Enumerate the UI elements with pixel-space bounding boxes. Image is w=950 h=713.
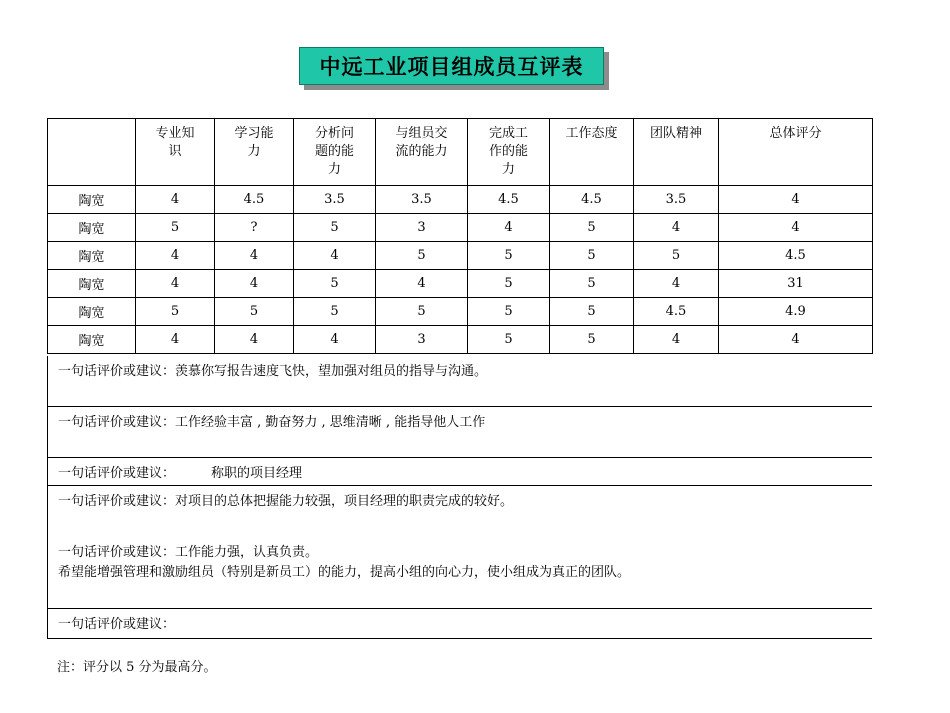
comment-block (48, 486, 872, 537)
comment-block (48, 609, 872, 638)
score-cell: 4 (634, 214, 719, 242)
total-score-cell: 4 (719, 214, 873, 242)
comment-block (48, 407, 872, 458)
member-name: 陶宽 (48, 298, 136, 326)
comment-label: 一句话评价或建议： (58, 364, 176, 379)
score-cell: ? (215, 214, 294, 242)
score-cell: 4 (136, 186, 215, 214)
score-table (47, 118, 873, 354)
score-cell: 5 (550, 270, 634, 298)
member-name: 陶宽 (48, 326, 136, 354)
header-cell (215, 119, 294, 186)
table-row (48, 326, 873, 354)
header-cell (719, 119, 873, 186)
comments-section (47, 356, 872, 639)
header-cell (294, 119, 376, 186)
score-cell: 5 (550, 298, 634, 326)
comment-label: 一句话评价或建议： (58, 545, 176, 560)
header-text: 专业知 识 (155, 126, 195, 159)
header-text: 团队精神 (649, 126, 702, 141)
header-cell (634, 119, 719, 186)
comment-label: 一句话评价或建议： (58, 617, 176, 632)
score-cell: 5 (376, 298, 468, 326)
score-cell: 4 (376, 270, 468, 298)
member-name: 陶宽 (48, 270, 136, 298)
table-row (48, 298, 873, 326)
score-cell: 5 (215, 298, 294, 326)
score-cell: 5 (294, 298, 376, 326)
header-cell (136, 119, 215, 186)
comment-text: 工作经验丰富 , 勤奋努力 , 思维清晰 , 能指导他人工作 (175, 415, 486, 430)
score-cell: 3 (376, 214, 468, 242)
member-name: 陶宽 (48, 186, 136, 214)
score-cell: 4.5 (215, 186, 294, 214)
score-cell: 4 (294, 242, 376, 270)
header-text: 学习能 力 (234, 126, 274, 159)
table-row (48, 242, 873, 270)
score-cell: 4 (215, 242, 294, 270)
comment-block (48, 356, 872, 407)
score-cell: 4 (136, 242, 215, 270)
score-cell: 4 (215, 326, 294, 354)
score-cell: 5 (550, 242, 634, 270)
score-cell: 5 (550, 214, 634, 242)
member-name: 陶宽 (48, 242, 136, 270)
header-text: 完成工 作的能 力 (488, 126, 528, 177)
score-cell: 5 (550, 326, 634, 354)
header-corner (48, 119, 136, 186)
table-row (48, 270, 873, 298)
score-cell: 4 (468, 214, 550, 242)
header-cell (376, 119, 468, 186)
table-row (48, 214, 873, 242)
header-cell (550, 119, 634, 186)
comment-text: 对项目的总体把握能力较强，项目经理的职责完成的较好。 (175, 494, 514, 509)
page-title: 中远工业项目组成员互评表 (299, 47, 604, 85)
score-cell: 5 (634, 242, 719, 270)
comment-text: 羡慕你写报告速度飞快，望加强对组员的指导与沟通。 (175, 364, 488, 379)
header-text: 分析问 题的能 力 (314, 126, 354, 177)
score-cell: 4 (294, 326, 376, 354)
total-score-cell: 4.5 (719, 242, 873, 270)
score-cell: 4.5 (550, 186, 634, 214)
footnote: 注：评分以 5 分为最高分。 (57, 660, 217, 675)
total-score-cell: 31 (719, 270, 873, 298)
comment-block (48, 458, 872, 486)
score-cell: 3.5 (376, 186, 468, 214)
score-cell: 3.5 (634, 186, 719, 214)
comment-text-extra: 希望能增强管理和激励组员（特别是新员工）的能力，提高小组的向心力，使小组成为真正的团队。 (58, 565, 631, 580)
header-text: 总体评分 (769, 126, 822, 141)
header-text: 与组员交 流的能力 (395, 126, 448, 159)
score-cell: 5 (468, 298, 550, 326)
score-cell: 5 (468, 270, 550, 298)
score-cell: 5 (468, 242, 550, 270)
score-cell: 4 (136, 326, 215, 354)
score-cell: 4 (136, 270, 215, 298)
total-score-cell: 4 (719, 326, 873, 354)
comment-text: 工作能力强，认真负责。 (175, 545, 319, 560)
score-cell: 5 (294, 270, 376, 298)
total-score-cell: 4.9 (719, 298, 873, 326)
score-cell: 5 (376, 242, 468, 270)
comment-text: 称职的项目经理 (211, 466, 303, 481)
comment-label: 一句话评价或建议： (58, 415, 176, 430)
score-cell: 3.5 (294, 186, 376, 214)
score-cell: 5 (136, 214, 215, 242)
total-score-cell: 4 (719, 186, 873, 214)
score-cell: 4 (634, 270, 719, 298)
score-cell: 3 (376, 326, 468, 354)
comment-block (48, 537, 872, 609)
comment-label: 一句话评价或建议： (58, 466, 176, 481)
table-header-row (48, 119, 873, 186)
score-cell: 5 (468, 326, 550, 354)
table-row (48, 186, 873, 214)
header-cell (468, 119, 550, 186)
score-cell: 5 (136, 298, 215, 326)
comment-label: 一句话评价或建议： (58, 494, 176, 509)
score-cell: 5 (294, 214, 376, 242)
score-cell: 4 (634, 326, 719, 354)
score-cell: 4.5 (468, 186, 550, 214)
score-cell: 4.5 (634, 298, 719, 326)
score-cell: 4 (215, 270, 294, 298)
member-name: 陶宽 (48, 214, 136, 242)
title-banner (299, 47, 604, 85)
header-text: 工作态度 (565, 126, 618, 141)
